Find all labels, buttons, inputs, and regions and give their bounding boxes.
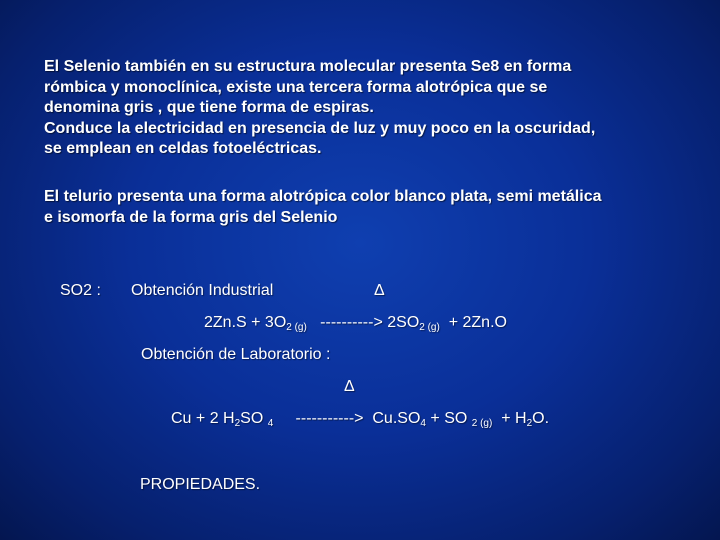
- text-line: El Selenio también en su estructura molecular presenta Se8 en forma: [44, 58, 572, 75]
- formula: O.: [532, 410, 550, 427]
- properties-heading: PROPIEDADES.: [140, 476, 261, 493]
- delta-symbol: Δ: [344, 378, 355, 395]
- product: 2SO: [387, 314, 420, 331]
- reaction-arrow: ---------->: [320, 314, 383, 331]
- subscript: 4: [267, 418, 274, 429]
- formula: SO: [240, 410, 264, 427]
- lab-title: Obtención de Laboratorio :: [141, 346, 331, 363]
- reactants: Cu + 2 H: [171, 410, 235, 427]
- text-line: El telurio presenta una forma alotrópica color blanco plata, semi metálica: [44, 188, 602, 205]
- text-line: se emplean en celdas fotoeléctricas.: [44, 140, 322, 157]
- subscript: 2 (g): [286, 322, 307, 333]
- delta-symbol: Δ: [374, 282, 385, 299]
- subscript: 2: [526, 418, 533, 429]
- product: + H: [501, 410, 527, 427]
- industrial-title: Obtención Industrial: [131, 282, 274, 299]
- text-line: denomina gris , que tiene forma de espiras.: [44, 99, 374, 116]
- reaction-arrow: ----------->: [295, 410, 364, 427]
- subscript: 2 (g): [419, 322, 440, 333]
- product: Cu.SO: [372, 410, 421, 427]
- product: + 2Zn.O: [448, 314, 507, 331]
- text-line: e isomorfa de la forma gris del Selenio: [44, 208, 338, 226]
- product: + SO: [430, 410, 468, 427]
- subscript: 2: [234, 418, 241, 429]
- text-line: rómbica y monoclínica, existe una tercera forma alotrópica que se: [44, 78, 548, 96]
- subscript: 4: [420, 418, 426, 429]
- industrial-equation: [204, 314, 507, 333]
- selenium-paragraph: [44, 57, 684, 160]
- lab-equation: [171, 410, 549, 429]
- subscript: 2 (g): [471, 418, 493, 429]
- reactants: 2Zn.S + 3O: [204, 314, 287, 331]
- text-line: Conduce la electricidad en presencia de luz y muy poco en la oscuridad,: [44, 119, 596, 137]
- tellurium-paragraph: [44, 187, 684, 228]
- so2-label: SO2 :: [60, 282, 101, 299]
